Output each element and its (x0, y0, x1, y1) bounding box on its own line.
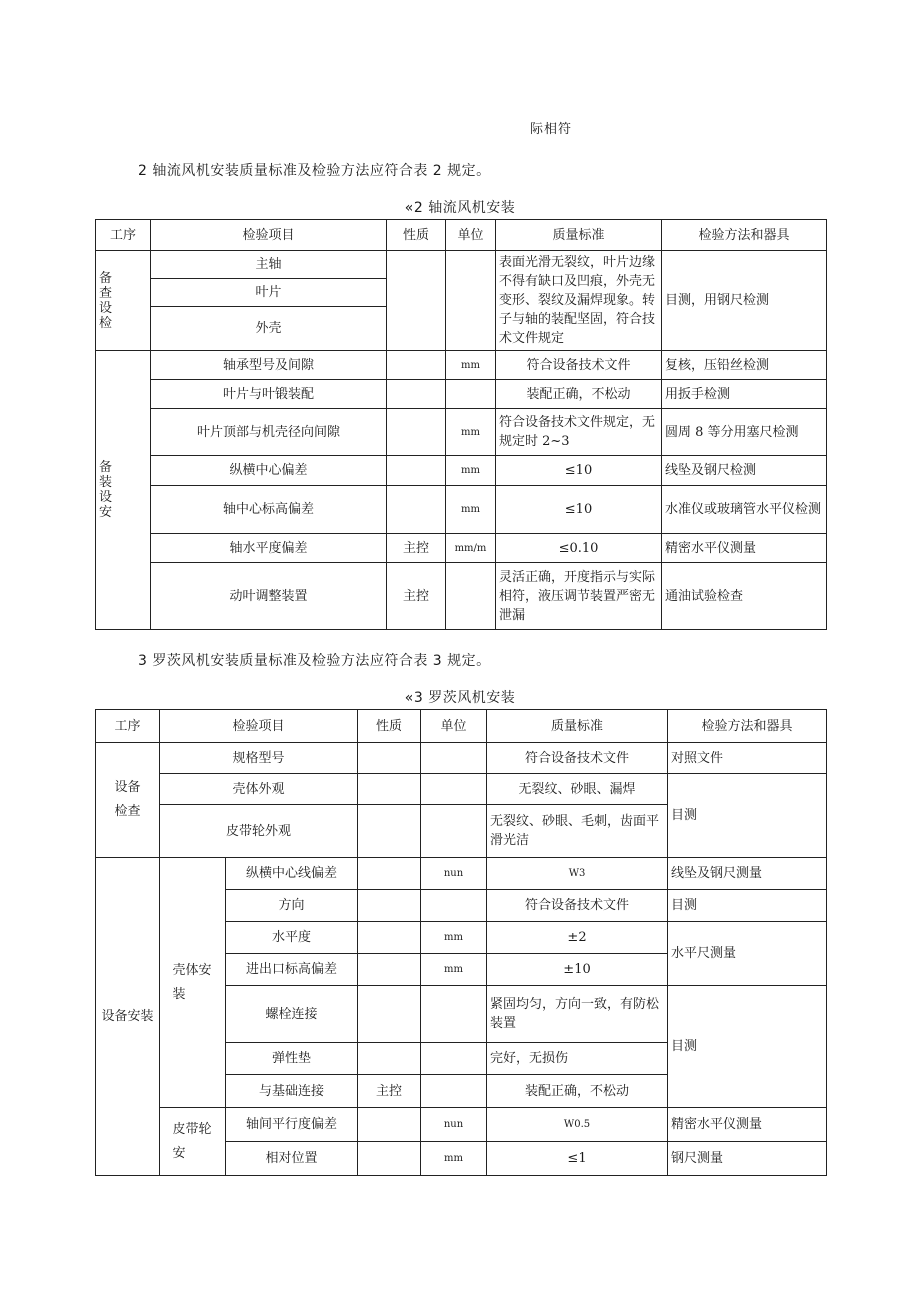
table-row (96, 456, 827, 486)
method-cell: 复核，压铅丝检测 (662, 351, 827, 380)
item-cell: 纵横中心线偏差 (226, 858, 358, 890)
item-cell: 动叶调整装置 (151, 563, 387, 630)
method-cell: 线坠及钢尺测量 (668, 858, 827, 890)
table-row (96, 743, 827, 774)
unit-cell (421, 774, 487, 805)
unit-cell: mm (421, 954, 487, 986)
nature-cell (358, 890, 421, 922)
process-cell: 设备安装 (96, 858, 160, 1176)
standard-cell: 完好，无损伤 (487, 1043, 668, 1075)
item-cell: 轴承型号及间隙 (151, 351, 387, 380)
process-cell (96, 251, 151, 351)
item-cell: 规格型号 (160, 743, 358, 774)
unit-cell (446, 251, 496, 351)
standard-cell: 装配正确，不松动 (487, 1075, 668, 1108)
section-2-intro: 2 轴流风机安装质量标准及检验方法应符合表 2 规定。 (138, 163, 491, 179)
unit-cell: mm (421, 922, 487, 954)
method-cell: 水平尺测量 (668, 922, 827, 986)
nature-cell: 主控 (358, 1075, 421, 1108)
method-cell: 水准仪或玻璃管水平仪检测 (662, 486, 827, 534)
unit-cell (421, 1075, 487, 1108)
header-cell: 质量标准 (487, 710, 668, 743)
method-cell: 目测 (668, 774, 827, 858)
method-cell: 对照文件 (668, 743, 827, 774)
unit-cell (421, 805, 487, 858)
subprocess-cell (160, 858, 226, 1108)
unit-cell (421, 890, 487, 922)
table-row (96, 251, 827, 279)
item-cell: 叶片 (151, 279, 387, 307)
header-cell: 检验项目 (160, 710, 358, 743)
standard-cell: 符合设备技术文件 (487, 743, 668, 774)
header-cell: 单位 (421, 710, 487, 743)
process-cell (96, 351, 151, 630)
roots-blower-table (95, 709, 827, 1176)
standard-cell: 灵活正确，开度指示与实际相符，液压调节装置严密无泄漏 (496, 563, 662, 630)
table-row (96, 486, 827, 534)
unit-cell: mm (446, 351, 496, 380)
nature-cell (358, 774, 421, 805)
item-cell: 外壳 (151, 307, 387, 351)
standard-cell: 表面光滑无裂纹，叶片边缘不得有缺口及凹痕，外壳无变形、裂纹及漏焊现象。转子与轴的装配坚固，符合技术文件规定 (496, 251, 662, 351)
nature-cell (387, 409, 446, 456)
standard-cell: ±2 (487, 922, 668, 954)
nature-cell (358, 986, 421, 1043)
method-cell: 圆周 8 等分用塞尺检测 (662, 409, 827, 456)
header-cell: 性质 (358, 710, 421, 743)
subprocess-label: 壳体安装 (172, 962, 212, 1002)
standard-cell: W0.5 (487, 1108, 668, 1142)
item-cell: 水平度 (226, 922, 358, 954)
table-row (96, 1108, 827, 1142)
header-cell: 质量标准 (496, 220, 662, 251)
standard-cell: 无裂纹、砂眼、毛刺，齿面平滑光洁 (487, 805, 668, 858)
table-row (96, 563, 827, 630)
nature-cell (358, 743, 421, 774)
item-cell: 壳体外观 (160, 774, 358, 805)
nature-cell (358, 1142, 421, 1176)
table-row (96, 409, 827, 456)
table-3-caption: «3 罗茨风机安装 (404, 690, 516, 706)
method-cell: 钢尺测量 (668, 1142, 827, 1176)
unit-cell: mm (421, 1142, 487, 1176)
unit-cell (446, 563, 496, 630)
method-cell: 目测，用钢尺检测 (662, 251, 827, 351)
item-cell: 轴水平度偏差 (151, 534, 387, 563)
section-3-intro: 3 罗茨风机安装质量标准及检验方法应符合表 3 规定。 (138, 653, 491, 669)
header-cell: 检验方法和器具 (668, 710, 827, 743)
header-cell: 检验方法和器具 (662, 220, 827, 251)
item-cell: 皮带轮外观 (160, 805, 358, 858)
unit-cell: mm (446, 486, 496, 534)
table-2-caption: «2 轴流风机安装 (404, 200, 516, 216)
table-row (96, 351, 827, 380)
standard-cell: 紧固均匀，方向一致，有防松装置 (487, 986, 668, 1043)
nature-cell (387, 251, 446, 351)
standard-cell: W3 (487, 858, 668, 890)
table-row (96, 858, 827, 890)
nature-cell (358, 1043, 421, 1075)
standard-cell: ≤1 (487, 1142, 668, 1176)
nature-cell (358, 858, 421, 890)
table-row (96, 380, 827, 409)
table-row (96, 534, 827, 563)
standard-cell: 装配正确，不松动 (496, 380, 662, 409)
unit-cell: mm (446, 456, 496, 486)
continuation-text: 际相符 (530, 122, 573, 137)
table-header-row (96, 710, 827, 743)
nature-cell (358, 922, 421, 954)
table-header-row (96, 220, 827, 251)
subprocess-label: 皮带轮安 (172, 1121, 212, 1161)
nature-cell (387, 486, 446, 534)
item-cell: 弹性垫 (226, 1043, 358, 1075)
method-cell: 精密水平仪测量 (668, 1108, 827, 1142)
process-label: 备装设安 (99, 460, 113, 520)
item-cell: 主轴 (151, 251, 387, 279)
process-label: 备查设检 (99, 270, 113, 331)
unit-cell (446, 380, 496, 409)
standard-cell: ≤0.10 (496, 534, 662, 563)
nature-cell: 主控 (387, 563, 446, 630)
standard-cell: ≤10 (496, 486, 662, 534)
method-cell: 目测 (668, 986, 827, 1108)
standard-cell: ≤10 (496, 456, 662, 486)
unit-cell: nun (421, 1108, 487, 1142)
standard-cell: 符合设备技术文件规定，无规定时 2~3 (496, 409, 662, 456)
nature-cell (387, 380, 446, 409)
unit-cell (421, 1043, 487, 1075)
unit-cell (421, 743, 487, 774)
unit-cell: mm (446, 409, 496, 456)
unit-cell (421, 986, 487, 1043)
item-cell: 纵横中心偏差 (151, 456, 387, 486)
item-cell: 轴间平行度偏差 (226, 1108, 358, 1142)
unit-cell: mm/m (446, 534, 496, 563)
method-cell: 目测 (668, 890, 827, 922)
process-label: 设备检查 (114, 780, 141, 819)
header-cell: 性质 (387, 220, 446, 251)
item-cell: 相对位置 (226, 1142, 358, 1176)
axial-fan-table (95, 219, 827, 630)
nature-cell (358, 805, 421, 858)
standard-cell: 符合设备技术文件 (487, 890, 668, 922)
item-cell: 轴中心标高偏差 (151, 486, 387, 534)
process-cell (96, 743, 160, 858)
header-cell: 工序 (96, 710, 160, 743)
item-cell: 方向 (226, 890, 358, 922)
standard-cell: 无裂纹、砂眼、漏焊 (487, 774, 668, 805)
nature-cell (387, 456, 446, 486)
unit-cell: nun (421, 858, 487, 890)
nature-cell (358, 1108, 421, 1142)
method-cell: 用扳手检测 (662, 380, 827, 409)
item-cell: 螺栓连接 (226, 986, 358, 1043)
header-cell: 检验项目 (151, 220, 387, 251)
standard-cell: 符合设备技术文件 (496, 351, 662, 380)
standard-cell: ±10 (487, 954, 668, 986)
item-cell: 进出口标高偏差 (226, 954, 358, 986)
header-cell: 单位 (446, 220, 496, 251)
table-row (96, 774, 827, 805)
item-cell: 叶片与叶锻装配 (151, 380, 387, 409)
method-cell: 线坠及钢尺检测 (662, 456, 827, 486)
subprocess-cell (160, 1108, 226, 1176)
nature-cell (358, 954, 421, 986)
item-cell: 与基础连接 (226, 1075, 358, 1108)
nature-cell: 主控 (387, 534, 446, 563)
method-cell: 精密水平仪测量 (662, 534, 827, 563)
method-cell: 通油试验检查 (662, 563, 827, 630)
header-cell: 工序 (96, 220, 151, 251)
item-cell: 叶片顶部与机壳径向间隙 (151, 409, 387, 456)
nature-cell (387, 351, 446, 380)
